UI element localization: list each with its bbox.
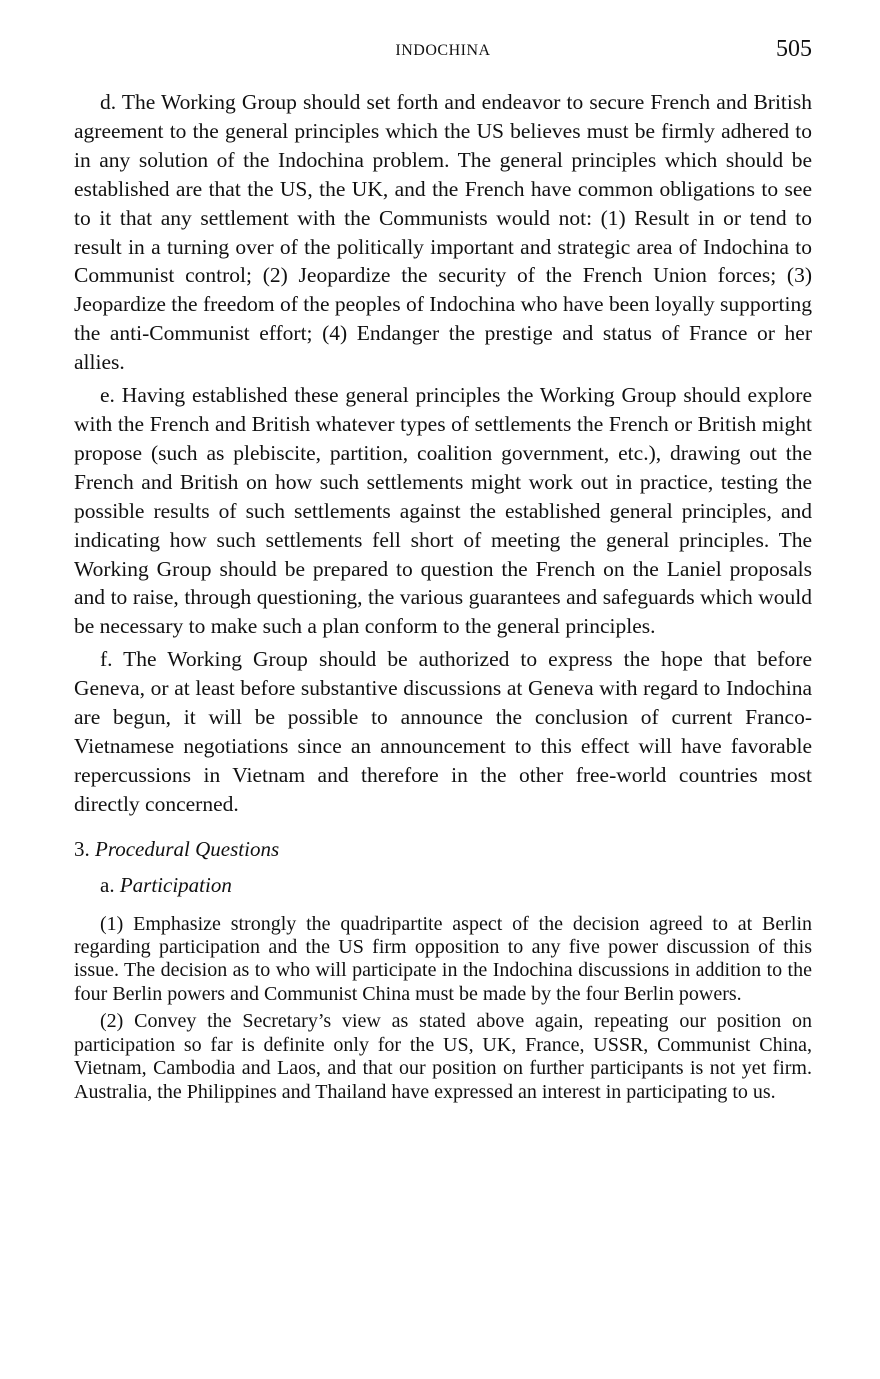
section-heading [74, 835, 812, 863]
running-head: INDOCHINA [395, 42, 491, 59]
participation-item-2: (2) Convey the Secretary’s view as stated above again, repeating our position on participation so far is definite only for the US, UK, France, USSR, Communist China, Vietnam, Cambodia and Laos, and that our position on further participants is not yet firm. Australia, the Philippines and Thailand have expressed an interest in participating to us. [74, 1010, 812, 1103]
subsection-letter: a. [100, 872, 115, 897]
subsection-title: Participation [119, 872, 232, 897]
document-body [74, 88, 812, 1104]
section-title: Procedural Questions [95, 836, 280, 861]
participation-item-1: (1) Emphasize strongly the quadripartite aspect of the decision agreed to at Berlin regarding participation and the US firm opposition to any five power discussion of this issue. The decision as to who will participate in the Indochina discussions in addition to the four Berlin powers and Communist China must be made by the four Berlin powers. [74, 912, 812, 1005]
section-number: 3. [74, 836, 90, 861]
page-number: 505 [776, 36, 812, 62]
subsection-heading [74, 871, 812, 899]
paragraph-e: e. Having established these general principles the Working Group should explore with the French and British whatever types of settlements the French or British might propose (such as plebiscite, partition, coalition government, etc.), drawing out the French and British on how such settlements might work out in practice, testing the possible results of such settlements against the established general principles, and indicating how such settlements fell short of meeting the general principles. The Working Group should be prepared to question the French on the Laniel proposals and to raise, through questioning, the various guarantees and safeguards which would be necessary to make such a plan conform to the general principles. [74, 383, 812, 639]
paragraph-f: f. The Working Group should be authorized to express the hope that before Geneva, or at least before substantive discussions at Geneva with regard to Indochina are begun, it will be possible to announce the conclusion of current Franco-Vietnamese negotiations since an announcement to this effect will have favorable repercussions in Vietnam and therefore in the other free-world countries most directly concerned. [74, 647, 812, 816]
page-header [74, 36, 812, 70]
paragraph-d: d. The Working Group should set forth and endeavor to secure French and British agreement to the general principles which the US believes must be firmly adhered to in any solution of the Indochina problem. The general principles which should be established are that the US, the UK, and the French have common obligations to see to it that any settlement with the Communists would not: (1) Result in or tend to result in a turning over of the politically important and strategic area of Indochina to Communist control; (2) Jeopardize the security of the French Union forces; (3) Jeopardize the freedom of the peoples of Indochina who have been loyally supporting the anti-Communist effort; (4) Endanger the prestige and status of France or her allies. [74, 90, 812, 375]
